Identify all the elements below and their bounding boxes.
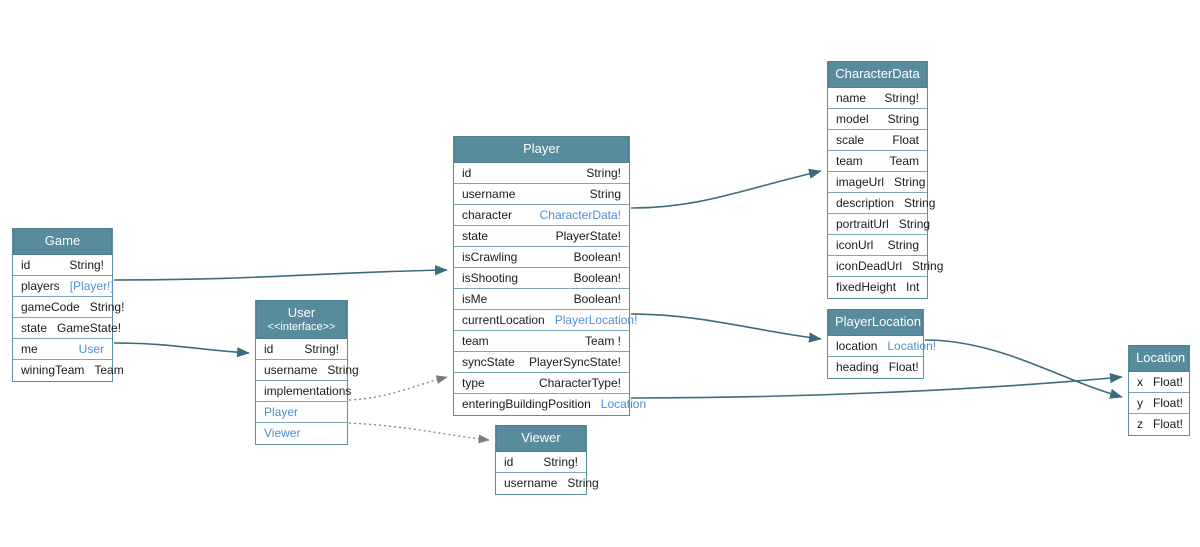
field-name: character xyxy=(462,207,513,222)
entity-game[interactable] xyxy=(12,228,125,382)
field-type: String xyxy=(894,174,926,189)
field-type: CharacterType! xyxy=(538,375,621,390)
field-name: description xyxy=(836,195,895,210)
table-row xyxy=(828,109,927,130)
field-type: Boolean! xyxy=(573,249,621,264)
edge-game-me-to-user xyxy=(114,343,249,353)
table-row xyxy=(828,193,936,214)
field-name: syncState xyxy=(462,354,515,369)
field-name: x xyxy=(1137,374,1143,389)
field-name: enteringBuildingPosition xyxy=(462,397,591,412)
field-type[interactable]: CharacterData! xyxy=(539,207,621,222)
field-name: z xyxy=(1137,417,1143,432)
entity-title xyxy=(1129,345,1189,372)
edge-playerlocation-location-to-location xyxy=(925,340,1122,397)
table-row xyxy=(828,172,927,193)
table-row xyxy=(454,205,629,226)
table-row[interactable] xyxy=(256,423,347,444)
field-name: winingTeam xyxy=(21,363,85,378)
edge-player-currentlocation-to-playerlocation xyxy=(631,314,821,339)
table-row xyxy=(454,289,629,310)
field-name: players xyxy=(21,278,60,293)
table-row[interactable] xyxy=(256,402,347,423)
entity-name: PlayerLocation xyxy=(835,314,921,329)
field-name: id xyxy=(504,454,514,469)
table-row xyxy=(828,277,927,298)
field-type[interactable]: User xyxy=(78,341,104,356)
field-type: String xyxy=(904,195,936,210)
field-type: String! xyxy=(543,454,578,469)
field-name: type xyxy=(462,375,485,390)
table-row xyxy=(454,247,629,268)
field-name: id xyxy=(21,257,31,272)
table-row xyxy=(454,226,629,247)
table-row xyxy=(828,256,944,277)
field-name: currentLocation xyxy=(462,312,545,327)
table-row xyxy=(828,214,931,235)
edge-user-implements-viewer xyxy=(349,423,489,440)
field-type: Float! xyxy=(888,360,919,375)
table-row xyxy=(454,163,629,184)
field-name: gameCode xyxy=(21,299,80,314)
entity-title xyxy=(828,309,923,336)
field-name: team xyxy=(462,333,489,348)
table-row xyxy=(13,360,124,381)
table-row xyxy=(256,339,347,360)
table-row xyxy=(454,268,629,289)
entity-title xyxy=(454,136,629,163)
field-name: iconDeadUrl xyxy=(836,258,903,273)
table-row xyxy=(13,297,125,318)
field-name[interactable]: Viewer xyxy=(264,426,301,441)
field-name: scale xyxy=(836,132,865,147)
field-name: username xyxy=(264,362,318,377)
table-row xyxy=(496,473,599,494)
table-row xyxy=(496,452,586,473)
field-type: Float xyxy=(892,132,919,147)
field-name: username xyxy=(504,476,558,491)
field-type: String xyxy=(327,362,359,377)
table-row xyxy=(828,130,927,151)
entity-user[interactable] xyxy=(255,300,359,445)
entity-characterdata[interactable] xyxy=(827,61,944,299)
field-type: Team xyxy=(94,363,124,378)
table-row xyxy=(828,235,927,256)
field-type[interactable]: [Player!] xyxy=(69,278,114,293)
field-type: GameState! xyxy=(57,320,122,335)
edge-player-character-to-characterdata xyxy=(631,171,821,208)
field-name: me xyxy=(21,341,38,356)
field-name: isMe xyxy=(462,291,488,306)
field-name: isCrawling xyxy=(462,249,518,264)
field-type: Team xyxy=(889,153,919,168)
edge-game-players-to-player xyxy=(114,270,447,280)
field-type: String xyxy=(887,111,919,126)
field-type: Float! xyxy=(1153,374,1184,389)
field-name: y xyxy=(1137,395,1143,410)
field-type: String! xyxy=(586,165,621,180)
field-type[interactable]: Location! xyxy=(887,338,937,353)
field-name: heading xyxy=(836,360,879,375)
edge-player-enteringbuildingposition-to-location xyxy=(631,377,1122,398)
field-type: String! xyxy=(884,90,919,105)
field-name: imageUrl xyxy=(836,174,885,189)
table-row xyxy=(13,339,112,360)
entity-title xyxy=(256,300,347,339)
table-row xyxy=(454,352,629,373)
field-name: isShooting xyxy=(462,270,519,285)
table-row xyxy=(454,373,629,394)
field-name: location xyxy=(836,338,878,353)
table-row xyxy=(828,336,937,357)
entity-title xyxy=(13,228,112,255)
table-row xyxy=(828,357,923,378)
field-type: Team ! xyxy=(584,333,621,348)
field-name[interactable]: Player xyxy=(264,404,299,419)
table-row xyxy=(13,276,112,297)
field-type: String xyxy=(589,186,621,201)
entity-player[interactable] xyxy=(453,136,647,416)
entity-playerlocation[interactable] xyxy=(827,309,937,379)
field-type: Float! xyxy=(1153,395,1184,410)
table-row xyxy=(1129,414,1189,435)
field-name: id xyxy=(462,165,472,180)
field-type: String! xyxy=(69,257,104,272)
entity-viewer[interactable] xyxy=(495,425,599,495)
field-type: String xyxy=(887,237,919,252)
field-name: model xyxy=(836,111,869,126)
table-row xyxy=(454,184,629,205)
table-row xyxy=(454,394,647,415)
table-row xyxy=(454,310,638,331)
field-type: String xyxy=(912,258,944,273)
table-row xyxy=(454,331,629,352)
table-row xyxy=(256,381,352,402)
entity-name: Game xyxy=(44,233,81,248)
field-name: team xyxy=(836,153,863,168)
field-name: fixedHeight xyxy=(836,280,897,295)
field-name: state xyxy=(21,320,48,335)
field-type: PlayerSyncState! xyxy=(528,354,621,369)
field-type: Boolean! xyxy=(573,270,621,285)
field-name: portraitUrl xyxy=(836,216,889,231)
table-row xyxy=(13,318,122,339)
field-name: implementations xyxy=(264,383,352,398)
field-type: Boolean! xyxy=(573,291,621,306)
entity-name: Player xyxy=(523,141,560,156)
table-row xyxy=(256,360,359,381)
entity-name: Viewer xyxy=(521,430,561,445)
table-row xyxy=(828,88,927,109)
table-row xyxy=(828,151,927,172)
field-type: String xyxy=(898,216,931,231)
table-row xyxy=(1129,372,1189,393)
field-name: id xyxy=(264,341,274,356)
field-name: state xyxy=(462,228,489,243)
field-type: PlayerState! xyxy=(555,228,621,243)
field-type: Float! xyxy=(1153,417,1184,432)
field-name: iconUrl xyxy=(836,237,874,252)
entity-title xyxy=(828,61,927,88)
entity-name: Location xyxy=(1136,350,1186,365)
entity-title xyxy=(496,425,586,452)
table-row xyxy=(13,255,112,276)
field-type: String! xyxy=(304,341,339,356)
table-row xyxy=(1129,393,1189,414)
field-type: Int xyxy=(906,280,920,295)
entity-location[interactable] xyxy=(1128,345,1190,436)
field-type: String xyxy=(567,476,599,491)
entity-name: CharacterData xyxy=(835,66,920,81)
field-name: name xyxy=(836,90,867,105)
entity-stereotype: <<interface>> xyxy=(267,321,336,334)
field-type[interactable]: PlayerLocation! xyxy=(554,312,638,327)
field-type: String! xyxy=(89,299,125,314)
entity-name: User xyxy=(287,305,316,320)
field-name: username xyxy=(462,186,516,201)
field-type[interactable]: Location xyxy=(600,397,647,412)
edge-user-implements-player xyxy=(349,377,447,400)
